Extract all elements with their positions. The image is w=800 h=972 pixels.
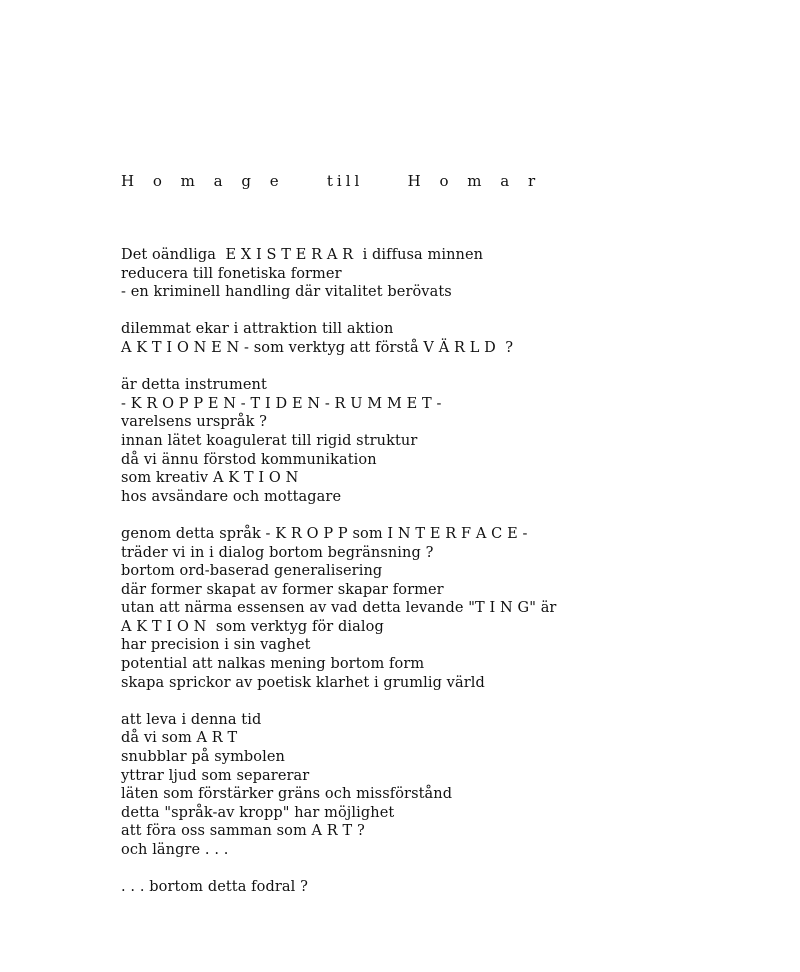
poem-line: läten som förstärker gräns och missförstånd [121,786,453,803]
poem-line: träder vi in i dialog bortom begränsning ? [121,544,434,561]
stanza [121,376,761,506]
poem-line: yttrar ljud som separerar [121,767,310,784]
poem-line: att föra oss samman som A R T ? [121,823,365,840]
poem-line: varelsens urspråk ? [121,414,268,431]
poem-line: som kreativ A K T I O N [121,470,299,487]
poem-line: är detta instrument [121,377,267,394]
poem-line: dilemmat ekar i attraktion till aktion [121,321,394,338]
poem-line: innan lätet koagulerat till rigid struktur [121,432,418,449]
poem-line: hos avsändare och mottagare [121,488,342,505]
poem-line: genom detta språk - K R O P P som I N T E R F A C E - [121,525,528,542]
poem-line: har precision i sin vaghet [121,637,311,654]
poem-line: där former skapat av former skapar former [121,581,444,598]
stanza [121,525,761,692]
poem-line: bortom ord-baserad generalisering [121,563,383,580]
stanza [121,878,761,897]
stanza [121,320,761,357]
poem-line: detta "språk-av kropp" har möjlighet [121,804,395,821]
poem-line: - K R O P P E N - T I D E N - R U M M E T - [121,395,442,412]
poem-body [121,246,761,915]
poem-line: . . . bortom detta fodral ? [121,879,308,896]
poem-line: skapa sprickor av poetisk klarhet i grumlig värld [121,674,485,691]
poem-line: A K T I O N som verktyg för dialog [121,618,384,635]
poem-line: Det oändliga E X I S T E R A R i diffusa minnen [121,247,484,263]
poem-line: då vi som A R T [121,730,238,747]
poem-title: H o m a g e till H o m a r [121,172,540,190]
poem-line: utan att närma essensen av vad detta levande "T I N G" är [121,600,557,617]
stanza [121,246,761,302]
poem-line: då vi ännu förstod kommunikation [121,451,377,468]
poem-line: snubblar på symbolen [121,749,285,766]
poem-line: reducera till fonetiska former [121,265,342,282]
poem-line: - en kriminell handling där vitalitet berövats [121,284,452,301]
stanza [121,711,761,860]
poem-line: A K T I O N E N - som verktyg att förstå V Ä R L D ? [121,339,514,356]
poem-line: och längre . . . [121,842,229,858]
poem-line: att leva i denna tid [121,711,262,728]
poem-line: potential att nalkas mening bortom form [121,656,425,673]
